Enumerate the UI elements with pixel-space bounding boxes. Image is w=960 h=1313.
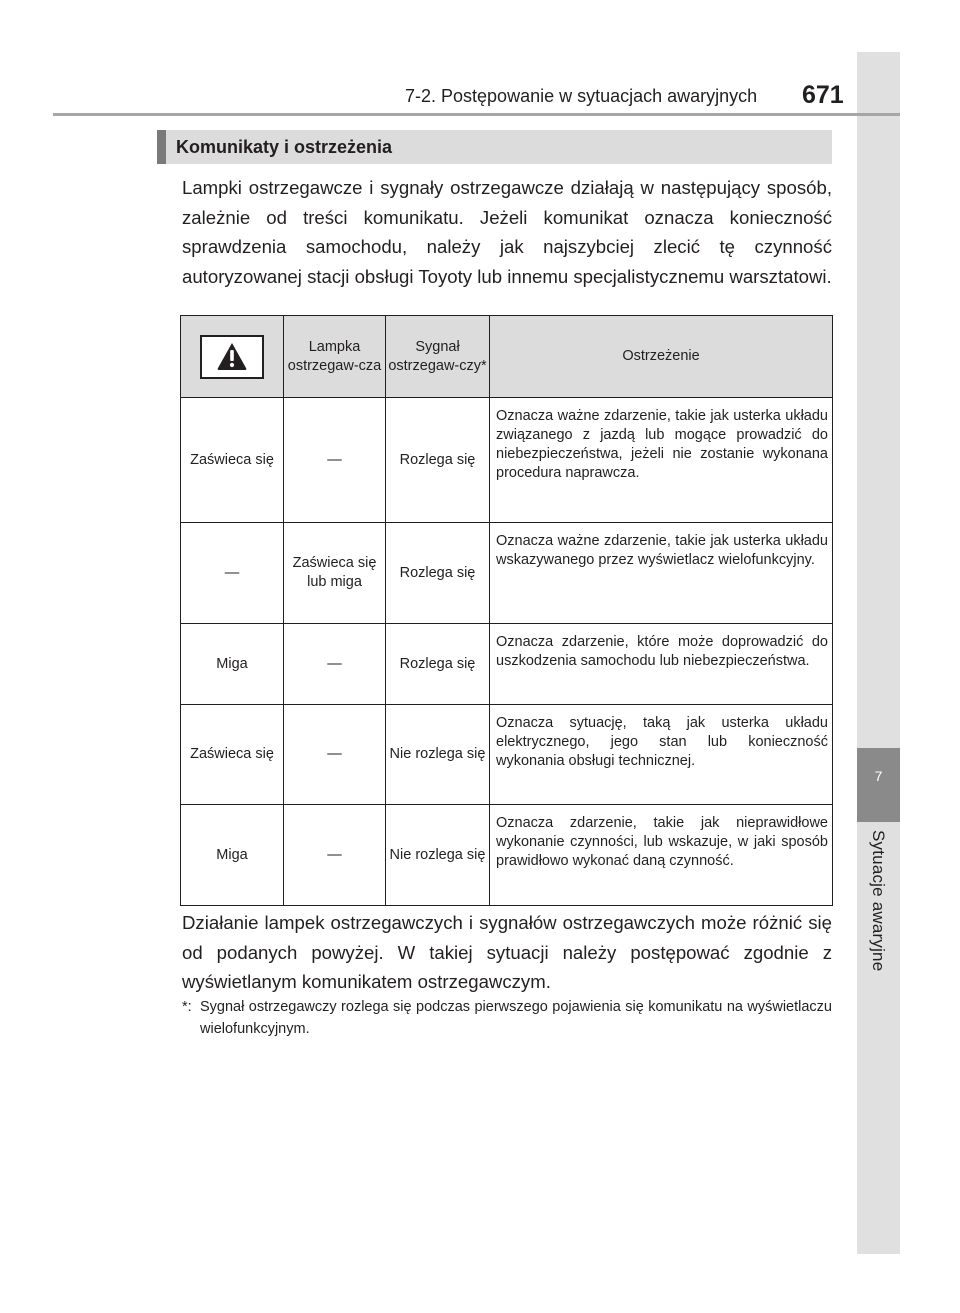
cell-warning-text: Oznacza zdarzenie, które może doprowadzić do uszkodzenia samochodu lub niebezpieczeństwa.: [496, 634, 828, 669]
header-lamp: Lampka ostrzegaw-cza: [284, 316, 386, 398]
cell-warning-text: Oznacza sytuację, taką jak usterka układu elektrycznego, jego stan lub konieczność wykonania obsługi technicznej.: [496, 715, 828, 769]
header-signal: Sygnał ostrzegaw-czy*: [386, 316, 490, 398]
header-master-icon-cell: [181, 316, 284, 398]
cell-signal: Nie rozlega się: [386, 705, 490, 805]
master-warning-icon-frame: [200, 335, 264, 379]
cell-master: —: [181, 523, 284, 624]
cell-signal: Rozlega się: [386, 523, 490, 624]
cell-lamp: —: [284, 705, 386, 805]
table-row: [181, 624, 833, 705]
table-row: [181, 805, 833, 906]
cell-master: Zaświeca się: [181, 705, 284, 805]
intro-paragraph: Lampki ostrzegawcze i sygnały ostrzegawcze działają w następujący sposób, zależnie od treści komunikatu. Jeżeli komunikat oznacza konieczność sprawdzenia samochodu, należy jak najszybciej zlecić tę czynność autoryzowanej stacji obsługi Toyoty lub innemu specjalistycznemu warsztatowi.: [182, 177, 832, 287]
cell-warning-text: Oznacza zdarzenie, takie jak nieprawidłowe wykonanie czynności, lub wskazuje, w jaki sposób prawidłowo wykonać daną czynność.: [496, 815, 828, 869]
table-row: [181, 523, 833, 624]
warning-table: [180, 315, 833, 906]
chapter-number-tab: [857, 748, 900, 822]
table-row: [181, 398, 833, 523]
cell-lamp: Zaświeca się lub miga: [284, 523, 386, 624]
chapter-side-tab: [857, 52, 900, 1254]
cell-warning-text: Oznacza ważne zdarzenie, takie jak usterka układu wskazywanego przez wyświetlacz wielofunkcyjny.: [496, 533, 828, 568]
chapter-number: 7: [874, 768, 883, 784]
cell-warning-text: Oznacza ważne zdarzenie, takie jak usterka układu związanego z jazdą lub mogące prowadzić do niebezpieczeństwa, jeżeli nie zostanie wykonana procedura naprawcza.: [496, 408, 828, 481]
footnote: [182, 996, 832, 1040]
cell-signal: Rozlega się: [386, 398, 490, 523]
footnote-mark: *:: [182, 999, 192, 1015]
cell-warning: [490, 705, 833, 805]
cell-lamp: —: [284, 805, 386, 906]
cell-warning: [490, 398, 833, 523]
cell-signal: Rozlega się: [386, 624, 490, 705]
page-number: 671: [802, 81, 844, 109]
outro-paragraph: Działanie lampek ostrzegawczych i sygnałów ostrzegawczych może różnić się od podanych powyżej. W takiej sytuacji należy postępować zgodnie z wyświetlanym komunikatem ostrzegawczym.: [182, 912, 832, 993]
section-heading-bar: [157, 130, 166, 164]
section-title: Komunikaty i ostrzeżenia: [176, 137, 393, 157]
footnote-text: Sygnał ostrzegawczy rozlega się podczas pierwszego pojawienia się komunikatu na wyświetlaczu wielofunkcyjnym.: [200, 999, 832, 1037]
cell-lamp: —: [284, 624, 386, 705]
running-header: 7-2. Postępowanie w sytuacjach awaryjnych: [405, 86, 758, 106]
warning-triangle-icon: [216, 341, 248, 371]
cell-warning: [490, 805, 833, 906]
cell-signal: Nie rozlega się: [386, 805, 490, 906]
cell-master: Miga: [181, 624, 284, 705]
cell-master: Miga: [181, 805, 284, 906]
cell-master: Zaświeca się: [181, 398, 284, 523]
table-row: [181, 705, 833, 805]
cell-lamp: —: [284, 398, 386, 523]
table-header-row: [181, 316, 833, 398]
cell-warning: [490, 624, 833, 705]
cell-warning: [490, 523, 833, 624]
header-warning: Ostrzeżenie: [490, 316, 833, 398]
chapter-title: Sytuacje awaryjne: [869, 830, 888, 972]
header-rule: [53, 113, 900, 116]
